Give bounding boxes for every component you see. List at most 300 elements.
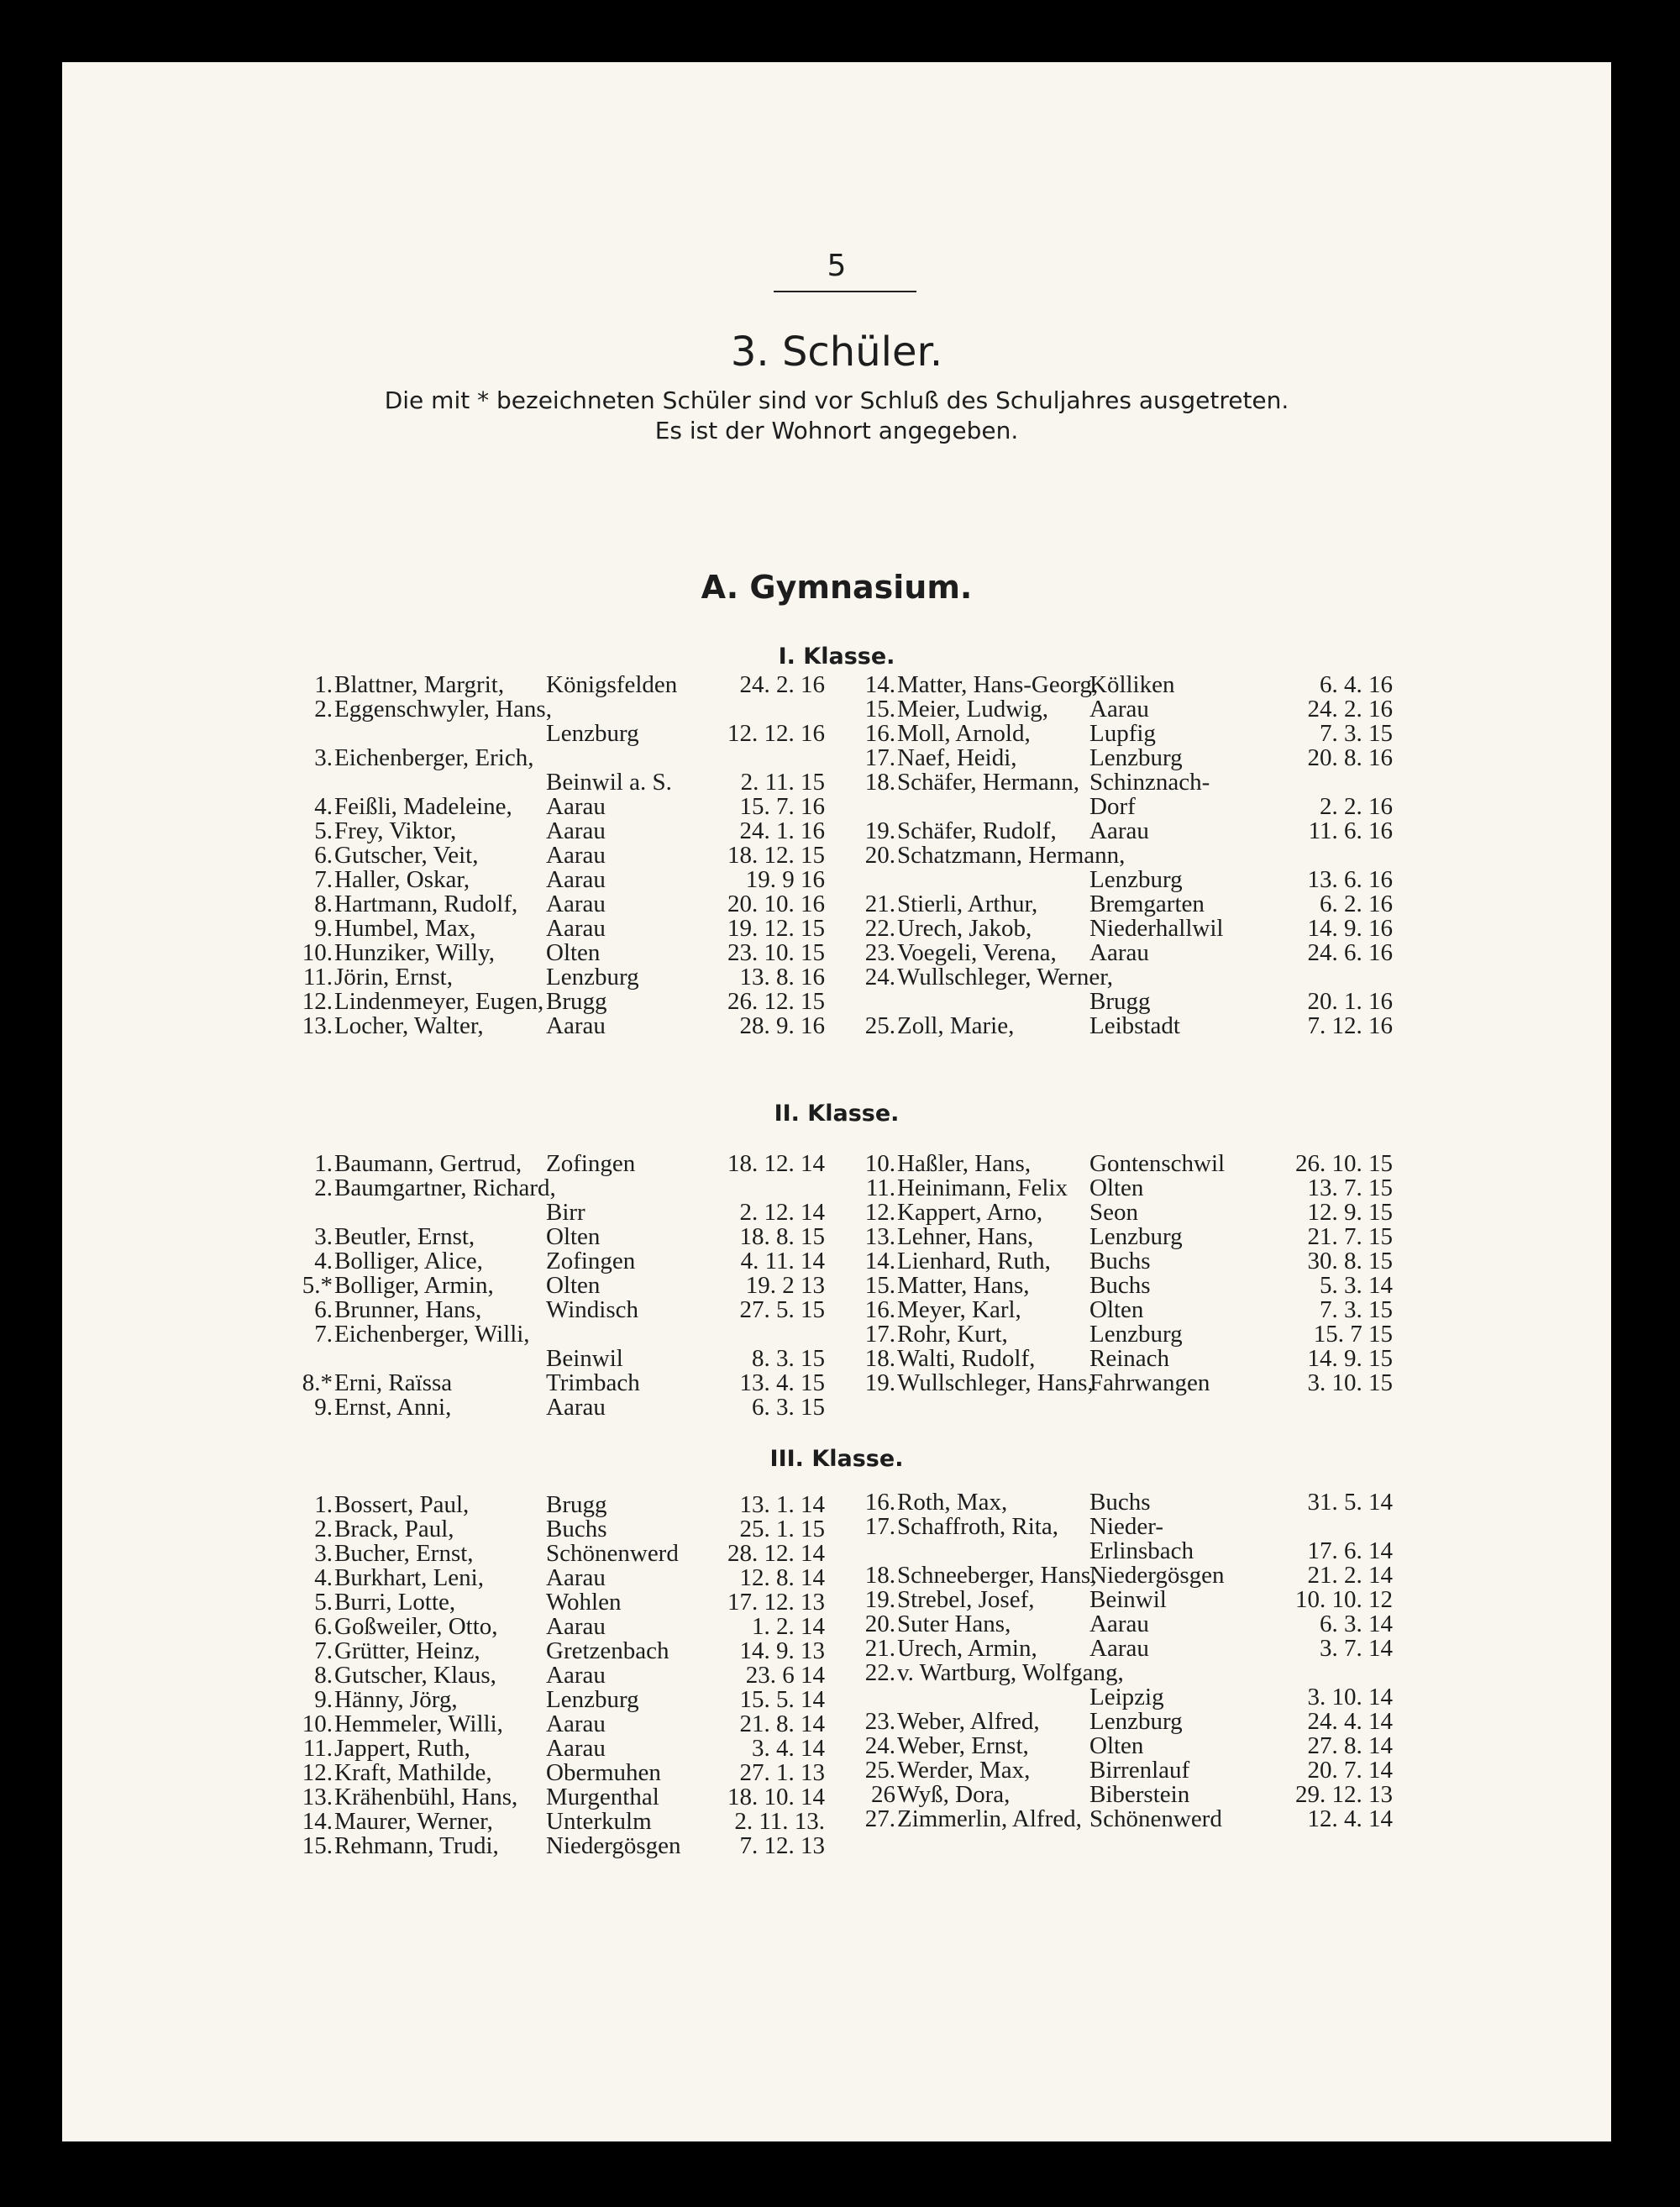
student-entry <box>297 941 825 965</box>
student-entry <box>297 1566 825 1590</box>
birth-date: 13. 1. 14 <box>739 1491 825 1518</box>
student-entry <box>297 1152 825 1176</box>
entry-number: 10. <box>302 1710 333 1737</box>
student-town-continued: Erlinsbach <box>1089 1537 1194 1564</box>
entry-number: 8.* <box>302 1369 333 1396</box>
student-name: Kraft, Mathilde, <box>334 1759 492 1786</box>
student-entry <box>860 1274 1393 1298</box>
entry-line <box>860 1563 1393 1588</box>
entry-number: 22. <box>864 1659 895 1686</box>
entry-number: 25. <box>864 1012 895 1039</box>
student-entry <box>297 1493 825 1517</box>
student-town: Zofingen <box>546 1248 636 1274</box>
student-entry <box>297 1785 825 1810</box>
entry-number: 6. <box>314 1613 333 1640</box>
student-name: Zoll, Marie, <box>897 1012 1015 1039</box>
student-town: Aarau <box>546 1662 606 1689</box>
entry-number: 1. <box>314 1491 333 1518</box>
student-entry <box>860 1515 1393 1563</box>
student-name: Bolliger, Armin, <box>334 1272 494 1299</box>
student-entry <box>860 1612 1393 1637</box>
student-town: Lupfig <box>1089 720 1156 747</box>
student-entry <box>297 697 825 746</box>
entry-number: 12. <box>302 1759 333 1786</box>
student-town: Aarau <box>546 915 606 942</box>
student-town: Aarau <box>546 1564 606 1591</box>
student-name: Meyer, Karl, <box>897 1296 1021 1323</box>
student-town: Aarau <box>1089 696 1149 723</box>
entry-line <box>297 1152 825 1176</box>
birth-date: 14. 9. 16 <box>1307 915 1393 942</box>
entry-line <box>860 1274 1393 1298</box>
student-name: Matter, Hans, <box>897 1272 1030 1299</box>
birth-date: 30. 8. 15 <box>1307 1248 1393 1274</box>
entry-number: 19. <box>864 1586 895 1613</box>
entry-line <box>297 1395 825 1420</box>
student-town: Reinach <box>1089 1345 1170 1372</box>
entry-line <box>860 1734 1393 1758</box>
entry-line <box>297 746 825 770</box>
student-name: Baumann, Gertrud, <box>334 1150 522 1177</box>
entry-number: 13. <box>302 1012 333 1039</box>
class-3-left-column <box>297 1493 825 1858</box>
entry-line <box>860 1249 1393 1274</box>
student-town: Windisch <box>546 1296 638 1323</box>
student-name: Erni, Raïssa <box>334 1369 453 1396</box>
student-name: Jörin, Ernst, <box>334 964 453 991</box>
entry-number: 14. <box>864 671 895 698</box>
student-town: Aarau <box>1089 939 1149 966</box>
note-line-2: Es ist der Wohnort angegeben. <box>654 417 1019 444</box>
student-entry <box>297 1395 825 1420</box>
entry-line <box>297 1737 825 1761</box>
student-name: Burkhart, Leni, <box>334 1564 484 1591</box>
student-name: Brack, Paul, <box>334 1516 454 1542</box>
entry-line <box>860 1539 1393 1563</box>
student-entry <box>860 1783 1393 1807</box>
entry-number: 12. <box>864 1199 895 1226</box>
entry-line <box>297 1322 825 1347</box>
student-name: Lienhard, Ruth, <box>897 1248 1051 1274</box>
birth-date: 3. 10. 14 <box>1307 1684 1393 1710</box>
entry-number: 11. <box>302 964 333 991</box>
student-town: Birrenlauf <box>1089 1757 1190 1784</box>
entry-number: 10. <box>864 1150 895 1177</box>
entry-number: 21. <box>864 1635 895 1662</box>
entry-number: 27. <box>864 1805 895 1832</box>
entry-line <box>297 1493 825 1517</box>
birth-date: 13. 4. 15 <box>739 1369 825 1396</box>
entry-number: 13. <box>302 1784 333 1810</box>
note-line-1: Die mit * bezeichneten Schüler sind vor Schluß des Schuljahres ausgetreten. <box>384 386 1289 414</box>
student-name: Jappert, Ruth, <box>334 1735 470 1762</box>
entry-line <box>860 868 1393 892</box>
student-entry <box>860 1176 1393 1201</box>
entry-number: 19. <box>864 817 895 844</box>
birth-date: 26. 10. 15 <box>1295 1150 1393 1177</box>
entry-line <box>860 1014 1393 1038</box>
section-heading: A. Gymnasium. <box>701 569 973 606</box>
student-entry <box>860 1347 1393 1371</box>
entry-line <box>297 1615 825 1639</box>
student-town: Olten <box>1089 1296 1144 1323</box>
entry-number: 16. <box>864 720 895 747</box>
student-town: Olten <box>546 1272 601 1299</box>
entry-line <box>860 1515 1393 1539</box>
birth-date: 31. 5. 14 <box>1307 1489 1393 1516</box>
student-entry <box>860 1710 1393 1734</box>
birth-date: 24. 4. 14 <box>1307 1708 1393 1735</box>
student-town: Aarau <box>1089 1635 1149 1662</box>
student-name: Strebel, Josef, <box>897 1586 1035 1613</box>
student-town: Schinznach- <box>1089 769 1210 796</box>
entry-number: 4. <box>314 1248 333 1274</box>
entry-number: 6. <box>314 1296 333 1323</box>
entry-line <box>297 1176 825 1201</box>
student-name: Eichenberger, Erich, <box>334 744 534 771</box>
birth-date: 6. 2. 16 <box>1320 891 1393 917</box>
birth-date: 27. 8. 14 <box>1307 1732 1393 1759</box>
student-entry <box>860 673 1393 697</box>
student-entry <box>297 1615 825 1639</box>
entry-line <box>860 941 1393 965</box>
student-entry <box>860 1322 1393 1347</box>
entry-number: 5. <box>314 817 333 844</box>
student-entry <box>860 1563 1393 1588</box>
entry-line <box>297 1201 825 1225</box>
entry-number: 26 <box>871 1781 895 1808</box>
class-3-right-column <box>860 1490 1393 1831</box>
birth-date: 24. 2. 16 <box>1307 696 1393 723</box>
student-town: Niedergösgen <box>1089 1562 1225 1589</box>
entry-line <box>860 1685 1393 1710</box>
student-entry <box>297 1688 825 1712</box>
student-entry <box>297 1712 825 1737</box>
student-entry <box>860 1807 1393 1831</box>
student-entry <box>860 1225 1393 1249</box>
entry-number: 15. <box>302 1832 333 1859</box>
entry-line <box>297 1298 825 1322</box>
birth-date: 20. 1. 16 <box>1307 988 1393 1015</box>
student-town: Lenzburg <box>546 720 639 747</box>
entry-number: 5. <box>314 1589 333 1616</box>
student-entry <box>297 1590 825 1615</box>
student-name: Lindenmeyer, Eugen, <box>334 988 544 1015</box>
birth-date: 18. 10. 14 <box>727 1784 825 1810</box>
page-title: 3. Schüler. <box>730 328 943 376</box>
birth-date: 3. 4. 14 <box>752 1735 825 1762</box>
student-town: Lenzburg <box>1089 1321 1183 1348</box>
student-entry <box>860 1371 1393 1395</box>
student-name: Urech, Jakob, <box>897 915 1032 942</box>
student-entry <box>297 746 825 795</box>
entry-number: 3. <box>314 1223 333 1250</box>
entry-line <box>297 770 825 795</box>
entry-number: 23. <box>864 1708 895 1735</box>
entry-number: 1. <box>314 1150 333 1177</box>
birth-date: 21. 2. 14 <box>1307 1562 1393 1589</box>
student-town: Buchs <box>1089 1248 1151 1274</box>
student-name: Wullschleger, Hans, <box>897 1369 1094 1396</box>
entry-line <box>297 1249 825 1274</box>
student-entry <box>297 868 825 892</box>
student-town: Birr <box>546 1199 585 1226</box>
entry-line <box>860 1298 1393 1322</box>
student-town: Aarau <box>546 1735 606 1762</box>
student-name: Hemmeler, Willi, <box>334 1710 503 1737</box>
entry-number: 23. <box>864 939 895 966</box>
entry-line <box>860 1758 1393 1783</box>
student-town: Olten <box>1089 1174 1144 1201</box>
entry-number: 17. <box>864 744 895 771</box>
student-town: Niederhallwil <box>1089 915 1224 942</box>
student-entry <box>860 1758 1393 1783</box>
student-entry <box>860 697 1393 722</box>
entry-line <box>860 892 1393 917</box>
birth-date: 24. 2. 16 <box>739 671 825 698</box>
birth-date: 23. 10. 15 <box>727 939 825 966</box>
entry-number: 18. <box>864 1562 895 1589</box>
student-town: Olten <box>546 1223 601 1250</box>
entry-line <box>297 1663 825 1688</box>
entry-line <box>860 673 1393 697</box>
student-name: Eichenberger, Willi, <box>334 1321 530 1348</box>
entry-line <box>297 965 825 990</box>
student-name: Voegeli, Verena, <box>897 939 1057 966</box>
student-town: Brugg <box>546 1491 607 1518</box>
entry-line <box>297 1014 825 1038</box>
entry-line <box>860 1490 1393 1515</box>
birth-date: 2. 2. 16 <box>1320 793 1393 820</box>
entry-number: 8. <box>314 1662 333 1689</box>
entry-line <box>297 1810 825 1834</box>
entry-line <box>297 868 825 892</box>
student-name: Kappert, Arno, <box>897 1199 1043 1226</box>
student-town: Lenzburg <box>1089 1223 1183 1250</box>
entry-number: 14. <box>302 1808 333 1835</box>
entry-line <box>297 722 825 746</box>
entry-line <box>297 1590 825 1615</box>
entry-line <box>297 1225 825 1249</box>
student-town: Aarau <box>546 1613 606 1640</box>
student-entry <box>860 1152 1393 1176</box>
entry-number: 3. <box>314 1540 333 1567</box>
student-town: Olten <box>546 939 601 966</box>
entry-line <box>297 917 825 941</box>
entry-line <box>297 843 825 868</box>
student-name: Schneeberger, Hans, <box>897 1562 1097 1589</box>
student-name: Frey, Viktor, <box>334 817 457 844</box>
student-town: Beinwil a. S. <box>546 769 672 796</box>
student-name: Eggenschwyler, Hans, <box>334 696 552 723</box>
student-name: Weber, Alfred, <box>897 1708 1040 1735</box>
student-entry <box>297 1322 825 1371</box>
student-name: Haller, Oskar, <box>334 866 470 893</box>
student-town: Nieder- <box>1089 1513 1163 1540</box>
student-name: Suter Hans, <box>897 1611 1011 1637</box>
entry-line <box>297 1274 825 1298</box>
birth-date: 17. 6. 14 <box>1307 1537 1393 1564</box>
student-name: Burri, Lotte, <box>334 1589 456 1616</box>
birth-date: 12. 4. 14 <box>1307 1805 1393 1832</box>
student-entry <box>297 990 825 1014</box>
entry-line <box>860 1371 1393 1395</box>
entry-line <box>297 819 825 843</box>
entry-line <box>860 1783 1393 1807</box>
student-town: Lenzburg <box>1089 866 1183 893</box>
student-name: Grütter, Heinz, <box>334 1637 480 1664</box>
birth-date: 2. 11. 15 <box>740 769 825 796</box>
student-name: Krähenbühl, Hans, <box>334 1784 518 1810</box>
birth-date: 8. 3. 15 <box>752 1345 825 1372</box>
entry-number: 16. <box>864 1489 895 1516</box>
student-name: Werder, Max, <box>897 1757 1031 1784</box>
entry-number: 16. <box>864 1296 895 1323</box>
birth-date: 1. 2. 14 <box>752 1613 825 1640</box>
student-entry <box>860 746 1393 770</box>
student-town: Buchs <box>1089 1489 1151 1516</box>
birth-date: 20. 8. 16 <box>1307 744 1393 771</box>
entry-line <box>297 941 825 965</box>
student-entry <box>860 892 1393 917</box>
entry-number: 3. <box>314 744 333 771</box>
entry-number: 9. <box>314 1686 333 1713</box>
class-2-right-column <box>860 1152 1393 1395</box>
birth-date: 21. 7. 15 <box>1307 1223 1393 1250</box>
student-town: Seon <box>1089 1199 1138 1226</box>
entry-number: 12. <box>302 988 333 1015</box>
birth-date: 20. 7. 14 <box>1307 1757 1393 1784</box>
entry-line <box>860 1322 1393 1347</box>
entry-line <box>297 697 825 722</box>
student-town: Buchs <box>1089 1272 1151 1299</box>
student-name: Locher, Walter, <box>334 1012 484 1039</box>
entry-line <box>860 990 1393 1014</box>
student-name: v. Wartburg, Wolfgang, <box>897 1659 1124 1686</box>
student-town: Olten <box>1089 1732 1144 1759</box>
birth-date: 19. 9 16 <box>745 866 825 893</box>
entry-number: 17. <box>864 1513 895 1540</box>
entry-line <box>297 1542 825 1566</box>
entry-line <box>297 990 825 1014</box>
entry-number: 14. <box>864 1248 895 1274</box>
student-entry <box>860 1201 1393 1225</box>
entry-number: 13. <box>864 1223 895 1250</box>
student-name: Rohr, Kurt, <box>897 1321 1008 1348</box>
student-name: Walti, Rudolf, <box>897 1345 1036 1372</box>
birth-date: 6. 4. 16 <box>1320 671 1393 698</box>
entry-number: 18. <box>864 769 895 796</box>
birth-date: 3. 7. 14 <box>1320 1635 1393 1662</box>
entry-line <box>860 843 1393 868</box>
entry-number: 18. <box>864 1345 895 1372</box>
entry-line <box>297 1566 825 1590</box>
student-name: Meier, Ludwig, <box>897 696 1049 723</box>
birth-date: 20. 10. 16 <box>727 891 825 917</box>
document-page <box>62 62 1611 2141</box>
student-entry <box>860 1661 1393 1710</box>
student-name: Bossert, Paul, <box>334 1491 470 1518</box>
entry-number: 7. <box>314 866 333 893</box>
student-town: Bremgarten <box>1089 891 1205 917</box>
student-entry <box>297 1176 825 1225</box>
student-entry <box>297 1834 825 1858</box>
student-entry <box>297 1810 825 1834</box>
student-entry <box>860 1298 1393 1322</box>
student-name: Blattner, Margrit, <box>334 671 505 698</box>
student-town: Lenzburg <box>546 1686 639 1713</box>
birth-date: 11. 6. 16 <box>1308 817 1393 844</box>
entry-line <box>860 1588 1393 1612</box>
student-town: Brugg <box>1089 988 1151 1015</box>
student-name: Hänny, Jörg, <box>334 1686 458 1713</box>
entry-number: 9. <box>314 915 333 942</box>
entry-number: 15. <box>864 696 895 723</box>
student-name: Wullschleger, Werner, <box>897 964 1113 991</box>
student-town: Lenzburg <box>1089 1708 1183 1735</box>
student-town: Unterkulm <box>546 1808 652 1835</box>
entry-line <box>860 1612 1393 1637</box>
birth-date: 7. 3. 15 <box>1320 720 1393 747</box>
student-entry <box>297 1737 825 1761</box>
entry-number: 8. <box>314 891 333 917</box>
student-town: Schönenwerd <box>1089 1805 1222 1832</box>
entry-number: 10. <box>302 939 333 966</box>
entry-number: 11. <box>302 1735 333 1762</box>
entry-line <box>297 1785 825 1810</box>
student-entry <box>297 965 825 990</box>
student-town-continued: Dorf <box>1089 793 1136 820</box>
entry-number: 2. <box>314 1516 333 1542</box>
class-2-left-column <box>297 1152 825 1420</box>
birth-date: 18. 12. 15 <box>727 842 825 869</box>
birth-date: 15. 5. 14 <box>739 1686 825 1713</box>
birth-date: 27. 1. 13 <box>739 1759 825 1786</box>
entry-line <box>860 1152 1393 1176</box>
student-entry <box>297 843 825 868</box>
entry-line <box>860 795 1393 819</box>
student-town: Kölliken <box>1089 671 1175 698</box>
student-town: Beinwil <box>546 1345 623 1372</box>
birth-date: 19. 2 13 <box>745 1272 825 1299</box>
entry-line <box>860 697 1393 722</box>
student-name: Schäfer, Hermann, <box>897 769 1080 796</box>
birth-date: 7. 12. 13 <box>739 1832 825 1859</box>
entry-line <box>860 746 1393 770</box>
student-entry <box>860 1637 1393 1661</box>
student-town: Zofingen <box>546 1150 636 1177</box>
page-number: 5 <box>827 249 847 283</box>
student-entry <box>860 1014 1393 1038</box>
birth-date: 28. 12. 14 <box>727 1540 825 1567</box>
entry-number: 24. <box>864 1732 895 1759</box>
entry-number: 2. <box>314 1174 333 1201</box>
entry-line <box>297 1688 825 1712</box>
birth-date: 6. 3. 14 <box>1320 1611 1393 1637</box>
entry-number: 7. <box>314 1321 333 1348</box>
birth-date: 2. 11. 13. <box>734 1808 825 1835</box>
student-town: Trimbach <box>546 1369 640 1396</box>
entry-line <box>297 1834 825 1858</box>
birth-date: 15. 7. 16 <box>739 793 825 820</box>
entry-line <box>860 1710 1393 1734</box>
entry-number: 4. <box>314 793 333 820</box>
entry-line <box>860 965 1393 990</box>
entry-line <box>860 722 1393 746</box>
student-town: Gretzenbach <box>546 1637 669 1664</box>
birth-date: 13. 7. 15 <box>1307 1174 1393 1201</box>
birth-date: 25. 1. 15 <box>739 1516 825 1542</box>
